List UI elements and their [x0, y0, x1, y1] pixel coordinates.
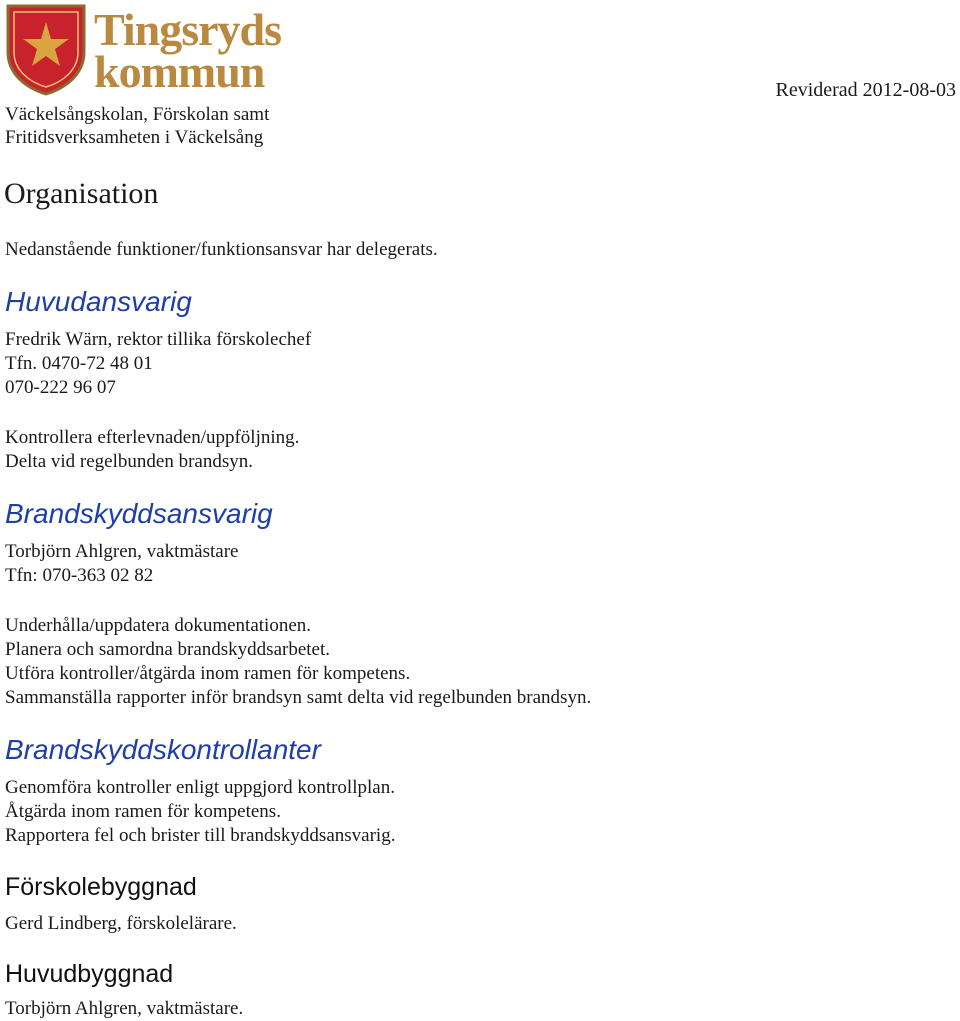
heading-huvudbyggnad: Huvudbyggnad [5, 960, 174, 988]
huvudbyggnad-person: Torbjörn Ahlgren, vaktmästare. [5, 998, 244, 1019]
kontrollanter-task: Genomföra kontroller enligt uppgjord kontrollplan. [5, 777, 395, 798]
page-title: Organisation [4, 177, 159, 210]
heading-brandskyddsansvarig: Brandskyddsansvarig [5, 498, 273, 529]
huvudansvarig-task: Delta vid regelbunden brandsyn. [5, 451, 253, 472]
shield-icon [4, 2, 88, 96]
heading-kontrollanter: Brandskyddskontrollanter [5, 734, 321, 765]
huvudansvarig-name: Fredrik Wärn, rektor tillika förskolechef [5, 329, 312, 350]
brandskyddsansvarig-task: Utföra kontroller/åtgärda inom ramen för kompetens. [5, 663, 411, 684]
brandskyddsansvarig-task: Underhålla/uppdatera dokumentationen. [5, 615, 312, 636]
org-name-line1: Väckelsångskolan, Förskolan samt [5, 104, 270, 125]
brandskyddsansvarig-phone: Tfn: 070-363 02 82 [5, 565, 154, 586]
heading-forskolebyggnad: Förskolebyggnad [5, 873, 197, 901]
huvudansvarig-mobile: 070-222 96 07 [5, 377, 116, 398]
huvudansvarig-phone: Tfn. 0470-72 48 01 [5, 353, 153, 374]
kontrollanter-task: Rapportera fel och brister till brandskyddsansvarig. [5, 825, 396, 846]
logo-word-tingsryds: Tingsryds [94, 4, 282, 55]
municipality-logo [4, 2, 314, 98]
revised-date: Reviderad 2012-08-03 [775, 79, 956, 101]
kontrollanter-task: Åtgärda inom ramen för kompetens. [5, 801, 281, 822]
logo-word-kommun: kommun [94, 46, 265, 97]
huvudansvarig-task: Kontrollera efterlevnaden/uppföljning. [5, 427, 300, 448]
org-name-line2: Fritidsverksamheten i Väckelsång [5, 127, 264, 148]
forskolebyggnad-person: Gerd Lindberg, förskolelärare. [5, 913, 237, 934]
intro-text: Nedanstående funktioner/funktionsansvar har delegerats. [5, 239, 438, 260]
brandskyddsansvarig-name: Torbjörn Ahlgren, vaktmästare [5, 541, 239, 562]
brandskyddsansvarig-task: Planera och samordna brandskyddsarbetet. [5, 639, 331, 660]
brandskyddsansvarig-task: Sammanställa rapporter inför brandsyn samt delta vid regelbunden brandsyn. [5, 687, 592, 708]
heading-huvudansvarig: Huvudansvarig [5, 286, 192, 317]
